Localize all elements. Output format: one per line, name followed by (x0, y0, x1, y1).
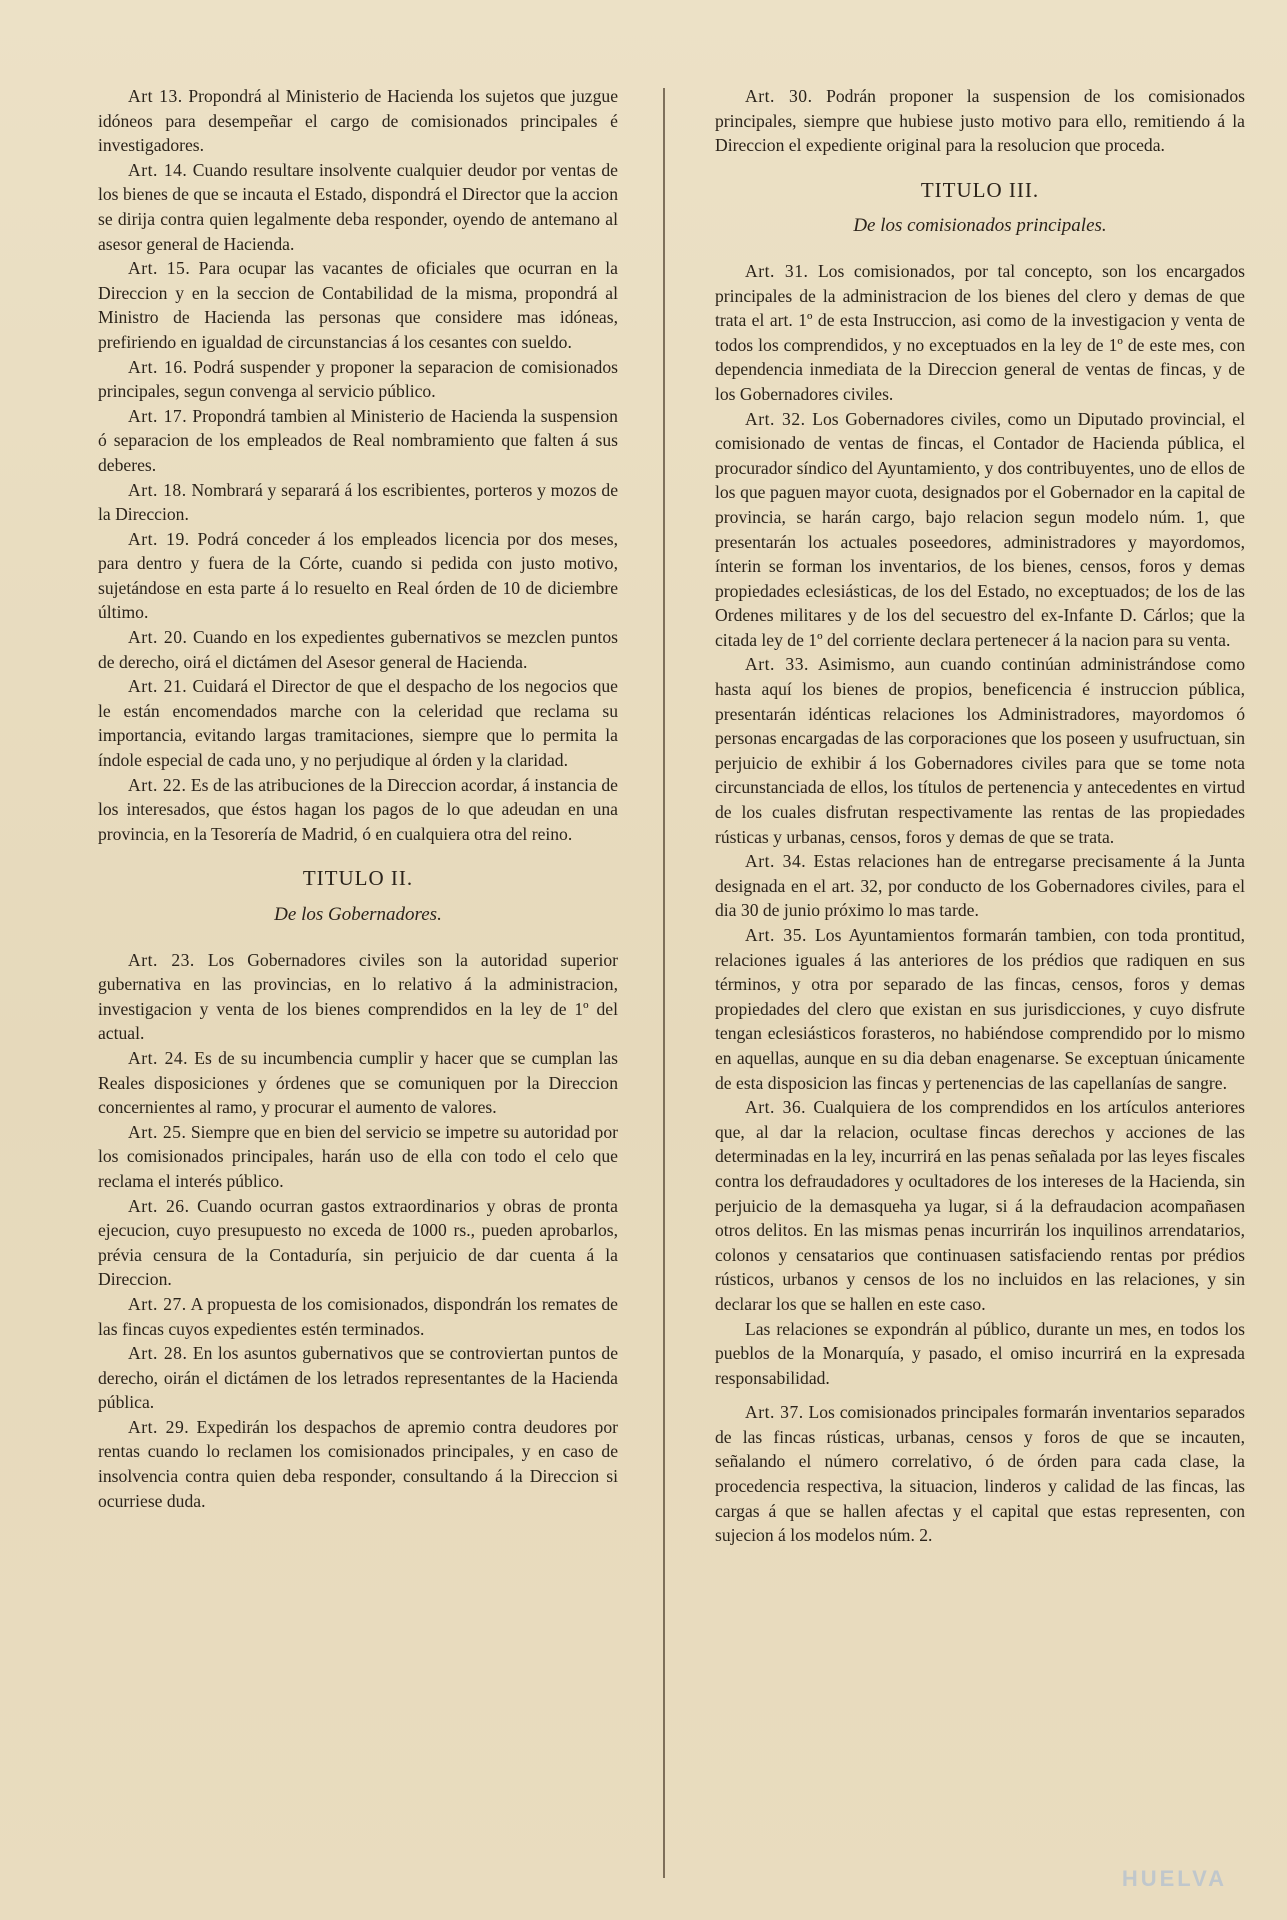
article-text: Nombrará y separará á los escribientes, porteros y mozos de la Direccion. (98, 479, 619, 525)
article-text: Podrá suspender y proponer la separacion de comisionados principales, segun convenga al servicio público. (98, 356, 618, 402)
article-number: Art. 16. (128, 356, 188, 377)
article-paragraph (715, 1400, 1245, 1548)
article-text: Cuando ocurran gastos extraordinarios y obras de pronta ejecucion, cuyo presupuesto no exceda de 1000 rs., pueden aprobarlos, prévia censura de la Contaduría, sin perjuicio de dar cuenta á la Direccion. (98, 1195, 618, 1290)
article-text: Los Gobernadores civiles, como un Diputado provincial, el comisionado de ventas de fincas, el Contador de Hacienda pública, el procurador síndico del Ayuntamiento, y dos contribuyentes, uno de ellos de los que paguen mayor cuota, designados por el Gobernador en la capital de provincia, se harán cargo, bajo relacion segun modelo núm. 1, que presentarán los actuales poseedores, administradores y mayordomos, ínterin se forman los inventarios, de los bienes, censos, foros y demas propiedades eclesiásticas, de los del Estado, no exceptuados; de los de las Ordenes militares y de los del secuestro del ex-Infante D. Cárlos; que la citada ley de 1º del corriente declara pertenecer á la nacion para su venta. (715, 408, 1245, 650)
article-number: Art. 37. (745, 1402, 804, 1423)
article-text: Propondrá al Ministerio de Hacienda los sujetos que juzgue idóneos para desempeñar el cargo de comisionados principales é investigadores. (98, 86, 619, 156)
article-paragraph (715, 923, 1245, 1095)
article-text: A propuesta de los comisionados, dispondrán los remates de las fincas cuyos expedientes estén terminados. (98, 1293, 618, 1339)
titulo-iii-heading: TITULO III. (920, 177, 1040, 202)
article-number: Art. 36. (745, 1097, 807, 1118)
article-paragraph (715, 849, 1245, 923)
column-divider (663, 88, 665, 1878)
article-number: Art. 29. (128, 1416, 190, 1437)
article-number: Art. 25. (128, 1121, 187, 1142)
article-text: Estas relaciones han de entregarse precisamente á la Junta designada en el art. 32, por conducto de los Gobernadores civiles, para el dia 30 de junio próximo lo mas tarde. (715, 851, 1245, 921)
article-number: Art. 26. (128, 1195, 190, 1216)
article-number: Art. 30. (745, 86, 813, 106)
article-paragraph (98, 1292, 618, 1341)
article-text: En los asuntos gubernativos que se controviertan puntos de derecho, oirán el dictámen de los letrados representantes de la Hacienda pública. (98, 1343, 619, 1413)
article-number: Art. 31. (745, 260, 809, 281)
article-number: Art 13. (128, 86, 183, 106)
article-paragraph (715, 1095, 1245, 1316)
article-text: Los Gobernadores civiles son la autoridad superior gubernativa en las provincias, en lo relativo á la administracion, investigacion y venta de los bienes comprendidos en la ley de 1º del actual. (98, 949, 619, 1044)
article-paragraph (98, 773, 618, 847)
comisionados-subheading: De los comisionados principales. (853, 215, 1107, 237)
article-number: Art. 23. (128, 949, 195, 970)
article-paragraph (98, 256, 618, 354)
right-column (715, 84, 1245, 1548)
article-text: Para ocupar las vacantes de oficiales que ocurran en la Direccion y en la seccion de Contabilidad de la misma, propondrá al Ministro de Hacienda las personas que considere mas idóneas, prefiriendo en igualdad de circunstancias á los cesantes con sueldo. (98, 258, 618, 352)
article-number: Art. 14. (128, 159, 188, 180)
article-paragraph (715, 407, 1245, 653)
titulo-ii-heading: TITULO II. (302, 866, 414, 891)
article-text: Propondrá tambien al Ministerio de Hacienda la suspension ó separacion de los empleados de Real nombramiento que falten á sus deberes. (98, 405, 618, 475)
article-text: Los Ayuntamientos formarán tambien, con toda prontitud, relaciones iguales á las anteriores de los prédios que radiquen en sus términos, y otra por separado de las fincas, censos, foros y demas propiedades del clero que existan en sus jurisdicciones, y cuyo disfrute tengan eclesiásticos forasteros, no habiéndose comprendido por lo mismo en aquellas, aunque en su dia deban enagenarse. Se exceptuan únicamente de esta disposicion las fincas y pertenencias de las capellanías de sangre. (715, 925, 1245, 1093)
article-text: Los comisionados, por tal concepto, son los encargados principales de la administracion de los bienes del clero y demas de que trata el art. 1º de esta Instruccion, asi como de la investigacion y venta de todos los comprendidos, y no exceptuados en la ley de 1º de este mes, con dependencia inmediata de la Direccion general de ventas de fincas, y de los Gobernadores civiles. (715, 260, 1245, 404)
article-text: Podrán proponer la suspension de los comisionados principales, siempre que hubiese justo motivo para ello, remitiendo á la Direccion el expediente original para la resolucion que proceda. (715, 86, 1245, 156)
article-paragraph (715, 1317, 1245, 1391)
article-number: Art. 18. (128, 479, 187, 500)
article-number: Art. 34. (745, 851, 807, 872)
article-text: Asimismo, aun cuando continúan administrándose como hasta aquí los bienes de propios, beneficencia é instruccion pública, presentarán idénticas relaciones los Administradores, mayordomos ó personas encargadas de las corporaciones que los poseen y usufructuan, sin perjuicio de exhibir á los Gobernadores civiles para que se tome nota circunstanciada de ellos, los títulos de pertenencia y antecedentes en virtud de los cuales disfrutan respectivamente las rentas de las propiedades rústicas y urbanas, censos, foros y demas de que se trata. (715, 654, 1245, 847)
article-text: Cuando en los expedientes gubernativos se mezclen puntos de derecho, oirá el dictámen del Asesor general de Hacienda. (98, 627, 618, 672)
article-text: Es de las atribuciones de la Direccion acordar, á instancia de los interesados, que éstos hagan los pagos de lo que adeudan en una provincia, en la Tesorería de Madrid, ó en cualquiera otra del reino. (98, 774, 618, 844)
gobernadores-subheading: De los Gobernadores. (274, 904, 442, 925)
article-number: Art. 15. (128, 258, 191, 279)
article-number: Art. 17. (128, 405, 188, 426)
article-text: Siempre que en bien del servicio se impetre su autoridad por los comisionados principales, harán uso de ella con todo el celo que reclama el interés público. (98, 1121, 618, 1191)
article-text: Cuando resultare insolvente cualquier deudor por ventas de los bienes de que se incauta el Estado, dispondrá el Director que la accion se dirija contra quien legalmente deba responder, oyendo de antemano al asesor general de Hacienda. (98, 159, 618, 254)
article-paragraph (98, 674, 618, 772)
article-paragraph (98, 625, 618, 674)
article-paragraph (98, 948, 618, 1046)
article-paragraph (98, 1046, 618, 1120)
article-paragraph (98, 527, 618, 625)
article-number: Art. 35. (745, 925, 807, 945)
article-number: Art. 24. (128, 1047, 189, 1068)
left-column (98, 84, 618, 1513)
article-number: Art. 27. (128, 1293, 187, 1314)
article-paragraph (98, 1341, 618, 1415)
article-number: Art. 28. (128, 1343, 188, 1364)
article-text: Cuidará el Director de que el despacho de los negocios que le están encomendados marche con la celeridad que reclama su importancia, evitando largas tramitaciones, siempre que lo permita la índole especial de cada uno, y no perjudique al órden y la claridad. (98, 676, 618, 771)
article-text: Expedirán los despachos de apremio contra deudores por rentas cuando lo reclamen los comisionados principales, y en caso de insolvencia contra quien deba responder, consultando á la Direccion si ocurriese duda. (98, 1416, 619, 1511)
article-paragraph (98, 158, 618, 256)
article-paragraph (98, 1415, 618, 1513)
article-paragraph (715, 84, 1245, 158)
library-stamp: HUELVA (1121, 1866, 1227, 1891)
article-number: Art. 32. (745, 408, 806, 429)
article-paragraph (98, 1120, 618, 1194)
article-paragraph (98, 404, 618, 478)
article-text: Los comisionados principales formarán inventarios separados de las fincas rústicas, urbanas, censos y foros de que se incauten, señalando el número correlativo, ó de órden para cada clase, la procedencia respectiva, la situacion, linderos y calidad de las fincas, las cargas á que se hallen afectas y el capital que estas representen, con sujecion á los modelos núm. 2. (715, 1402, 1245, 1546)
article-text: Las relaciones se expondrán al público, durante un mes, en todos los pueblos de la Monarquía, y pasado, el omiso incurrirá en la expresada responsabilidad. (715, 1318, 1245, 1388)
article-number: Art. 19. (128, 528, 190, 549)
article-number: Art. 33. (745, 654, 809, 675)
article-text: Es de su incumbencia cumplir y hacer que se cumplan las Reales disposiciones y órdenes que se comuniquen por la Direccion concernientes al ramo, y procurar el aumento de valores. (98, 1047, 618, 1118)
article-number: Art. 21. (128, 676, 188, 697)
article-paragraph (98, 478, 618, 527)
article-paragraph (715, 259, 1245, 407)
article-text: Cualquiera de los comprendidos en los artículos anteriores que, al dar la relacion, ocultase fincas derechos y acciones de las determinadas en la ley, incurrirá en las penas señalada por las leyes fiscales contra los defraudadores y ocultadores de los intereses de la Hacienda, sin perjuicio de la demasqueha ya lugar, si á la defraudacion acompañasen otros delitos. En las mismas penas incurrirán los inquilinos arrendatarios, colonos y censatarios que continuasen satisfaciendo rentas por prédios rústicos, urbanos y censos de los no incluidos en las relaciones, y sin declarar los que se hallen en este caso. (715, 1097, 1245, 1314)
article-text: Podrá conceder á los empleados licencia por dos meses, para dentro y fuera de la Córte, cuando si pedida con justo motivo, sujetándose en esta parte á lo resuelto en Real órden de 10 de diciembre último. (98, 528, 618, 623)
article-number: Art. 20. (128, 627, 188, 648)
article-paragraph (715, 652, 1245, 849)
article-paragraph (98, 1194, 618, 1292)
article-paragraph (98, 84, 618, 158)
article-paragraph (98, 355, 618, 404)
article-number: Art. 22. (128, 774, 187, 795)
